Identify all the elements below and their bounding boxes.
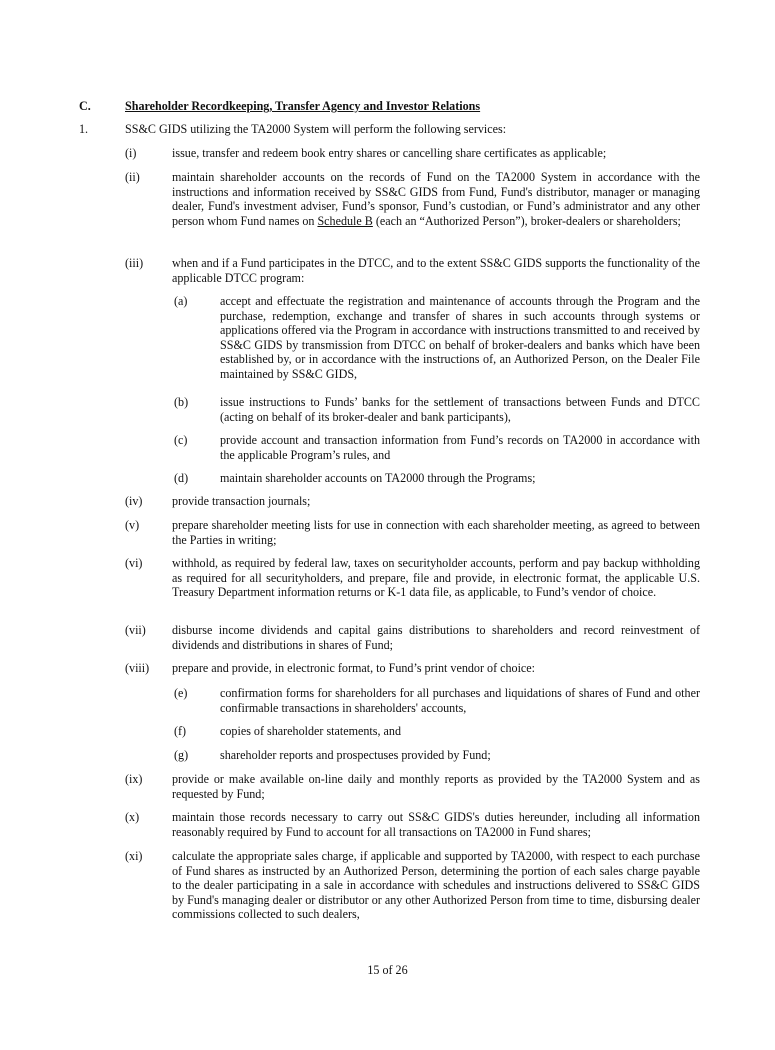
- item-text-part: maintain shareholder accounts on the records of Fund on the TA2000 System in accordance with the instructions and information received by SS&C GIDS from Fund, Fund's distributor, manager or managing dealer, Fund's investment adviser, Fund’s sponsor, Fund’s custodian, or Fund’s administrator and any other person whom Fund names on: [172, 170, 700, 228]
- item-label: (iv): [125, 494, 143, 508]
- item-text: [172, 170, 700, 228]
- item-label: (ix): [125, 772, 143, 786]
- item-text: when and if a Fund participates in the DTCC, and to the extent SS&C GIDS supports the functionality of the applicable DTCC program:: [172, 256, 700, 285]
- section-letter: C.: [79, 99, 91, 113]
- item-label: (i): [125, 146, 137, 160]
- item-text: withhold, as required by federal law, taxes on securityholder accounts, perform and pay backup withholding as required for all securityholders, and prepare, file and provide, in electronic format, the applicable U.S. Treasury Department information returns or K-1 data file, as applicable, to Fund’s vendor of choice.: [172, 556, 700, 600]
- section-title: Shareholder Recordkeeping, Transfer Agency and Investor Relations: [125, 99, 481, 113]
- schedule-b-reference: Schedule B: [317, 213, 373, 228]
- item-label: (vi): [125, 556, 143, 570]
- subitem-text: issue instructions to Funds’ banks for the settlement of transactions between Funds and DTCC (acting on behalf of its broker-dealer and bank participants),: [220, 395, 700, 424]
- subitem-text: accept and effectuate the registration and maintenance of accounts through the Program and the purchase, redemption, exchange and transfer of shares in such accounts through systems or applications offered via the Program in accordance with instructions transmitted to and received by SS&C GIDS by transmission from DTCC on behalf of broker-dealers and banks which have been established by, or in accordance with the instructions of, an Authorized Person, on the Dealer File maintained by SS&C GIDS,: [220, 294, 700, 381]
- clause-intro: SS&C GIDS utilizing the TA2000 System will perform the following services:: [125, 122, 507, 136]
- subitem-text: provide account and transaction information from Fund’s records on TA2000 in accordance with the applicable Program’s rules, and: [220, 433, 700, 462]
- subitem-label: (b): [174, 395, 189, 409]
- item-label: (iii): [125, 256, 144, 270]
- item-text: issue, transfer and redeem book entry shares or cancelling share certificates as applicable;: [172, 146, 607, 160]
- subitem-label: (g): [174, 748, 189, 762]
- page-number: 15 of 26: [367, 963, 408, 977]
- item-text: provide or make available on-line daily and monthly reports as provided by the TA2000 System and as requested by Fund;: [172, 772, 700, 801]
- item-label: (vii): [125, 623, 146, 637]
- subitem-label: (e): [174, 686, 188, 700]
- item-text: disburse income dividends and capital gains distributions to shareholders and record reinvestment of dividends and distributions in shares of Fund;: [172, 623, 700, 652]
- item-label: (xi): [125, 849, 143, 863]
- subitem-label: (f): [174, 724, 187, 738]
- item-label: (v): [125, 518, 140, 532]
- item-label: (ii): [125, 170, 140, 184]
- item-label: (viii): [125, 661, 150, 675]
- item-text: prepare shareholder meeting lists for use in connection with each shareholder meeting, as agreed to between the Parties in writing;: [172, 518, 700, 547]
- item-label: (x): [125, 810, 140, 824]
- clause-number: 1.: [79, 122, 89, 136]
- subitem-label: (c): [174, 433, 188, 447]
- item-text-part: (each an “Authorized Person”), broker-dealers or shareholders;: [372, 213, 681, 228]
- subitem-text: shareholder reports and prospectuses provided by Fund;: [220, 748, 491, 762]
- subitem-text: maintain shareholder accounts on TA2000 through the Programs;: [220, 471, 536, 485]
- subitem-label: (d): [174, 471, 189, 485]
- subitem-label: (a): [174, 294, 188, 308]
- item-text: provide transaction journals;: [172, 494, 311, 508]
- item-text: calculate the appropriate sales charge, if applicable and supported by TA2000, with respect to each purchase of Fund shares as instructed by an Authorized Person, determining the portion of each sales charge payable to the dealer participating in a sale in accordance with schedules and instructions delivered to SS&C GIDS by Fund's managing dealer or distributor or any other Authorized Person from time to time, disbursing dealer commissions collected to such dealers,: [172, 849, 700, 922]
- item-text: maintain those records necessary to carry out SS&C GIDS's duties hereunder, including all information reasonably required by Fund to account for all transactions on TA2000 in Fund shares;: [172, 810, 700, 839]
- subitem-text: copies of shareholder statements, and: [220, 724, 402, 738]
- item-text: prepare and provide, in electronic format, to Fund’s print vendor of choice:: [172, 661, 536, 675]
- subitem-text: confirmation forms for shareholders for all purchases and liquidations of shares of Fund and other confirmable transactions in shareholders' accounts,: [220, 686, 700, 715]
